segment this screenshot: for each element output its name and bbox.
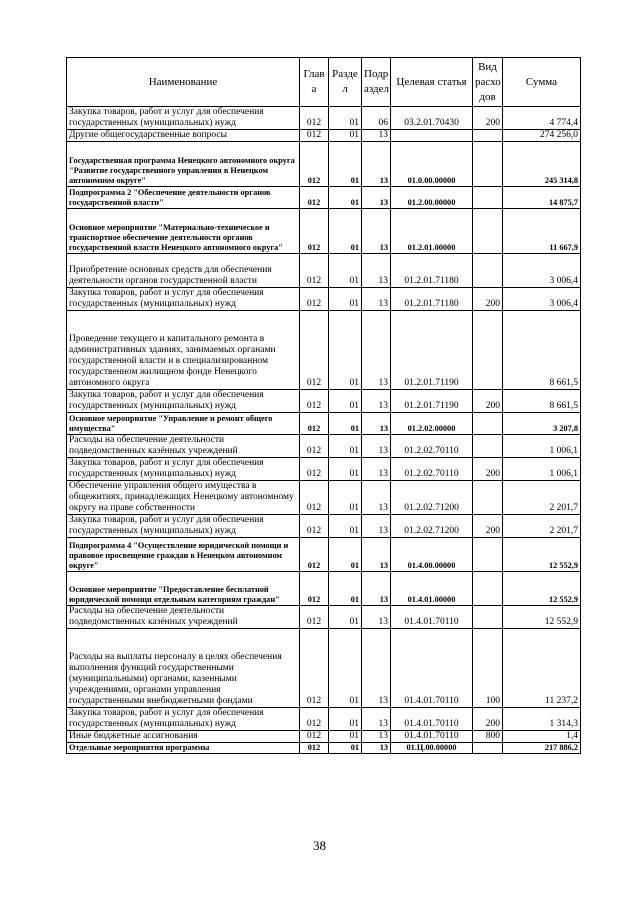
- row-expense-type: 200: [473, 458, 503, 481]
- row-subsection: 13: [362, 606, 391, 629]
- row-section: 01: [329, 606, 362, 629]
- row-chapter: 012: [300, 708, 329, 731]
- row-chapter: 012: [300, 538, 329, 572]
- row-amount: 11 237,2: [503, 629, 581, 708]
- row-name: Закупка товаров, работ и услуг для обеспечения государственных (муниципальных) нужд: [67, 107, 300, 130]
- row-name: Подпрограмма 4 "Осуществление юридической помощи и правовое просвещение граждан в Ненецком автономном округе": [67, 538, 300, 572]
- row-section: 01: [329, 142, 362, 187]
- row-amount: 1,4: [503, 731, 581, 743]
- budget-table: [66, 57, 581, 754]
- row-subsection: 13: [362, 538, 391, 572]
- table-row: [67, 731, 581, 743]
- row-amount: 8 661,5: [503, 390, 581, 413]
- row-amount: 12 552,9: [503, 538, 581, 572]
- row-amount: 1 006,1: [503, 458, 581, 481]
- table-row: [67, 606, 581, 629]
- row-expense-type: [473, 572, 503, 606]
- row-subsection: 13: [362, 254, 391, 288]
- row-subsection: 13: [362, 311, 391, 390]
- row-expense-type: 200: [473, 708, 503, 731]
- row-chapter: 012: [300, 209, 329, 254]
- row-amount: 3 207,8: [503, 413, 581, 435]
- row-name: Иные бюджетные ассигнования: [67, 731, 300, 743]
- table-row: [67, 515, 581, 538]
- row-expense-type: 100: [473, 629, 503, 708]
- row-target-article: [391, 130, 473, 142]
- table-row: [67, 458, 581, 481]
- row-chapter: 012: [300, 390, 329, 413]
- row-target-article: 01.2.01.71180: [391, 254, 473, 288]
- row-subsection: 13: [362, 743, 391, 754]
- table-row: [67, 130, 581, 142]
- row-section: 01: [329, 390, 362, 413]
- row-chapter: 012: [300, 731, 329, 743]
- table-row: [67, 708, 581, 731]
- row-chapter: 012: [300, 606, 329, 629]
- row-chapter: 012: [300, 311, 329, 390]
- table-row: [67, 390, 581, 413]
- row-target-article: 01.2.01.71190: [391, 390, 473, 413]
- row-expense-type: [473, 606, 503, 629]
- row-amount: 217 886,2: [503, 743, 581, 754]
- row-amount: 8 661,5: [503, 311, 581, 390]
- row-target-article: 01.Ц.00.00000: [391, 743, 473, 754]
- row-amount: 12 552,9: [503, 572, 581, 606]
- row-amount: 245 314,8: [503, 142, 581, 187]
- row-target-article: 01.4.01.00000: [391, 572, 473, 606]
- row-name: Основное мероприятие "Управление и ремонт общего имущества": [67, 413, 300, 435]
- row-amount: 3 006,4: [503, 288, 581, 311]
- row-section: 01: [329, 435, 362, 458]
- row-name: Закупка товаров, работ и услуг для обеспечения государственных (муниципальных) нужд: [67, 288, 300, 311]
- row-name: Закупка товаров, работ и услуг для обеспечения государственных (муниципальных) нужд: [67, 515, 300, 538]
- table-row: [67, 481, 581, 515]
- row-name: Закупка товаров, работ и услуг для обеспечения государственных (муниципальных) нужд: [67, 458, 300, 481]
- row-name: Другие общегосударственные вопросы: [67, 130, 300, 142]
- table-row: [67, 435, 581, 458]
- row-expense-type: [473, 209, 503, 254]
- row-subsection: 13: [362, 731, 391, 743]
- row-chapter: 012: [300, 288, 329, 311]
- row-section: 01: [329, 629, 362, 708]
- row-subsection: 13: [362, 572, 391, 606]
- table-row: [67, 538, 581, 572]
- table-row: [67, 288, 581, 311]
- row-amount: 4 774,4: [503, 107, 581, 130]
- row-name: Основное мероприятие "Материально-техническое и транспортное обеспечение деятельности органов государственной власти Ненецкого автономного округа": [67, 209, 300, 254]
- row-name: Подпрограмма 2 "Обеспечение деятельности органов государственной власти": [67, 187, 300, 209]
- row-name: Основное мероприятие "Предоставление бесплатной юридической помощи отдельным категориям граждан": [67, 572, 300, 606]
- row-section: 01: [329, 481, 362, 515]
- row-amount: 274 256,0: [503, 130, 581, 142]
- row-target-article: 01.2.02.71200: [391, 481, 473, 515]
- row-section: 01: [329, 413, 362, 435]
- row-chapter: 012: [300, 413, 329, 435]
- row-chapter: 012: [300, 481, 329, 515]
- header-section: Разде л: [329, 58, 362, 107]
- row-expense-type: [473, 413, 503, 435]
- row-amount: 1 006,1: [503, 435, 581, 458]
- row-chapter: 012: [300, 130, 329, 142]
- header-chapter: Глав а: [300, 58, 329, 107]
- table-row: [67, 187, 581, 209]
- table-header-row: [67, 58, 581, 107]
- row-section: 01: [329, 187, 362, 209]
- row-expense-type: [473, 538, 503, 572]
- table-row: [67, 107, 581, 130]
- row-subsection: 13: [362, 288, 391, 311]
- row-expense-type: [473, 435, 503, 458]
- row-chapter: 012: [300, 629, 329, 708]
- row-target-article: 01.4.01.70110: [391, 731, 473, 743]
- table-row: [67, 572, 581, 606]
- row-subsection: 13: [362, 708, 391, 731]
- header-expense-type: Вид расхо дов: [473, 58, 503, 107]
- row-expense-type: [473, 311, 503, 390]
- page-number: 38: [313, 838, 326, 853]
- row-section: 01: [329, 130, 362, 142]
- row-amount: 14 875,7: [503, 187, 581, 209]
- row-target-article: 01.4.01.70110: [391, 606, 473, 629]
- row-target-article: 03.2.01.70430: [391, 107, 473, 130]
- row-expense-type: [473, 187, 503, 209]
- row-chapter: 012: [300, 572, 329, 606]
- row-expense-type: [473, 743, 503, 754]
- row-section: 01: [329, 515, 362, 538]
- row-amount: 11 667,9: [503, 209, 581, 254]
- row-name: Расходы на выплаты персоналу в целях обеспечения выполнения функций государственными (муниципальными) органами, казенными учреждениями, органами управления государственными внебюджетными фондами: [67, 629, 300, 708]
- row-section: 01: [329, 743, 362, 754]
- row-expense-type: 200: [473, 288, 503, 311]
- row-name: Проведение текущего и капитального ремонта в административных зданиях, занимаемых органами государственной власти и в специализированном государственном жилищном фонде Ненецкого автономного округа: [67, 311, 300, 390]
- row-name: Закупка товаров, работ и услуг для обеспечения государственных (муниципальных) нужд: [67, 708, 300, 731]
- row-target-article: 01.2.01.71180: [391, 288, 473, 311]
- row-section: 01: [329, 458, 362, 481]
- row-subsection: 13: [362, 515, 391, 538]
- row-expense-type: 200: [473, 107, 503, 130]
- row-amount: 1 314,3: [503, 708, 581, 731]
- table-row: [67, 311, 581, 390]
- row-section: 01: [329, 288, 362, 311]
- table-row: [67, 413, 581, 435]
- row-chapter: 012: [300, 515, 329, 538]
- row-expense-type: 800: [473, 731, 503, 743]
- row-chapter: 012: [300, 743, 329, 754]
- row-target-article: 01.4.01.70110: [391, 629, 473, 708]
- row-target-article: 01.2.02.71200: [391, 515, 473, 538]
- row-subsection: 13: [362, 413, 391, 435]
- table-row: [67, 142, 581, 187]
- row-expense-type: [473, 142, 503, 187]
- row-subsection: 06: [362, 107, 391, 130]
- table-row: [67, 209, 581, 254]
- row-amount: 2 201,7: [503, 515, 581, 538]
- header-name: Наименование: [67, 58, 300, 107]
- row-target-article: 01.2.02.00000: [391, 413, 473, 435]
- row-amount: 3 006,4: [503, 254, 581, 288]
- row-target-article: 01.0.00.00000: [391, 142, 473, 187]
- header-amount: Сумма: [503, 58, 581, 107]
- row-target-article: 01.2.01.71190: [391, 311, 473, 390]
- row-target-article: 01.4.01.70110: [391, 708, 473, 731]
- row-amount: 12 552,9: [503, 606, 581, 629]
- row-target-article: 01.2.00.00000: [391, 187, 473, 209]
- row-target-article: 01.4.00.00000: [391, 538, 473, 572]
- row-chapter: 012: [300, 435, 329, 458]
- row-subsection: 13: [362, 390, 391, 413]
- row-section: 01: [329, 708, 362, 731]
- row-amount: 2 201,7: [503, 481, 581, 515]
- row-section: 01: [329, 254, 362, 288]
- row-section: 01: [329, 538, 362, 572]
- row-section: 01: [329, 572, 362, 606]
- row-section: 01: [329, 731, 362, 743]
- row-chapter: 012: [300, 458, 329, 481]
- row-expense-type: 200: [473, 515, 503, 538]
- row-section: 01: [329, 311, 362, 390]
- row-expense-type: [473, 130, 503, 142]
- row-name: Обеспечение управления общего имущества в общежитиях, принадлежащих Ненецкому автономному округу на праве собственности: [67, 481, 300, 515]
- table-row: [67, 254, 581, 288]
- row-name: Отдельные мероприятия программы: [67, 743, 300, 754]
- row-name: Закупка товаров, работ и услуг для обеспечения государственных (муниципальных) нужд: [67, 390, 300, 413]
- row-subsection: 13: [362, 435, 391, 458]
- row-name: Приобретение основных средств для обеспечения деятельности органов государственной власти: [67, 254, 300, 288]
- row-expense-type: [473, 481, 503, 515]
- table-row: [67, 629, 581, 708]
- row-expense-type: [473, 254, 503, 288]
- row-name: Расходы на обеспечение деятельности подведомственных казённых учреждений: [67, 435, 300, 458]
- row-subsection: 13: [362, 142, 391, 187]
- table-row: [67, 743, 581, 754]
- row-subsection: 13: [362, 481, 391, 515]
- row-chapter: 012: [300, 107, 329, 130]
- row-section: 01: [329, 107, 362, 130]
- row-subsection: 13: [362, 458, 391, 481]
- row-subsection: 13: [362, 130, 391, 142]
- row-target-article: 01.2.01.00000: [391, 209, 473, 254]
- row-chapter: 012: [300, 142, 329, 187]
- row-section: 01: [329, 209, 362, 254]
- header-subsection: Подр аздел: [362, 58, 391, 107]
- row-target-article: 01.2.02.70110: [391, 435, 473, 458]
- header-target-article: Целевая статья: [391, 58, 473, 107]
- row-chapter: 012: [300, 254, 329, 288]
- row-expense-type: 200: [473, 390, 503, 413]
- row-subsection: 13: [362, 187, 391, 209]
- row-name: Расходы на обеспечение деятельности подведомственных казённых учреждений: [67, 606, 300, 629]
- row-subsection: 13: [362, 629, 391, 708]
- row-target-article: 01.2.02.70110: [391, 458, 473, 481]
- row-name: Государственная программа Ненецкого автономного округа "Развитие государственного управления в Ненецком автономном округе": [67, 142, 300, 187]
- row-chapter: 012: [300, 187, 329, 209]
- row-subsection: 13: [362, 209, 391, 254]
